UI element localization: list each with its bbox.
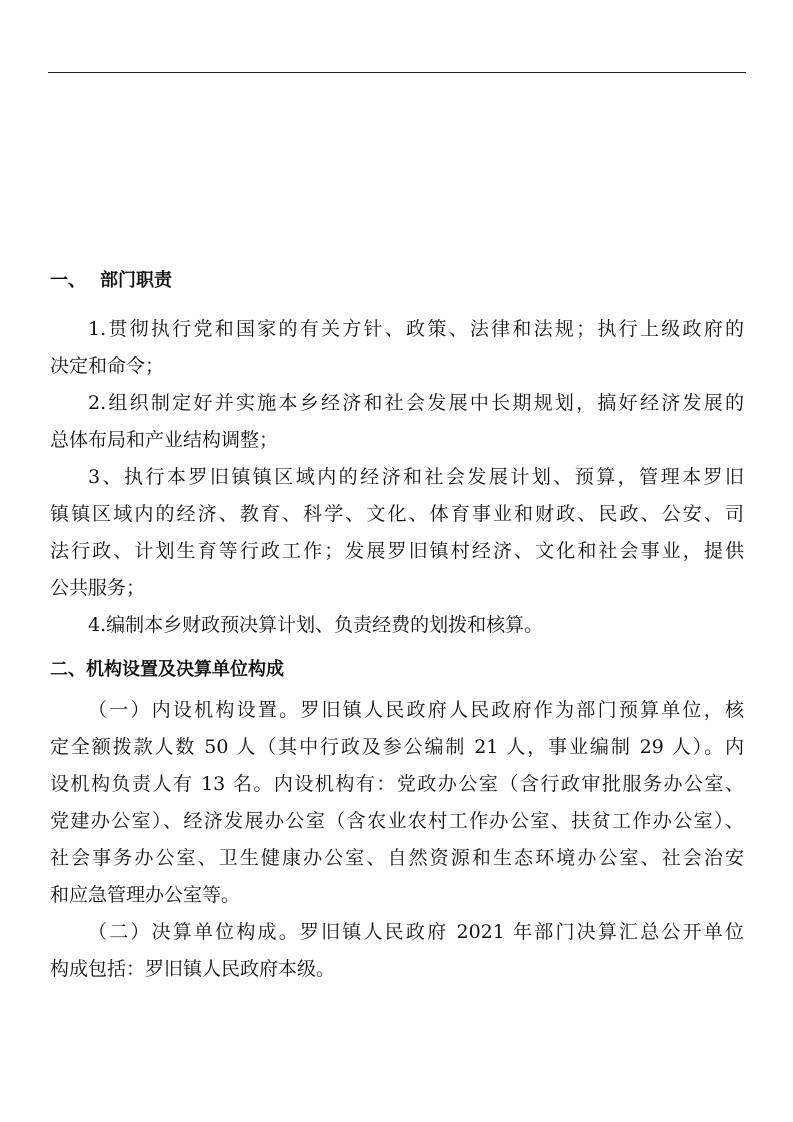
- paragraph-line: 镇镇区域内的经济、教育、科学、文化、体育事业和财政、民政、公安、司: [50, 503, 744, 525]
- duty-item-2: [50, 385, 744, 459]
- document-body: [50, 267, 744, 988]
- paragraph-line: 设机构负责人有 13 名。内设机构有：党政办公室（含行政审批服务办公室、: [50, 773, 744, 795]
- paragraph-line: （二）决算单位构成。罗旧镇人民政府 2021 年部门决算汇总公开单位: [88, 921, 744, 943]
- duties-list: [50, 311, 744, 644]
- paragraph-line: 1.贯彻执行党和国家的有关方针、政策、法律和法规；执行上级政府的: [88, 318, 744, 340]
- paragraph-line: 2.组织制定好并实施本乡经济和社会发展中长期规划，搞好经济发展的: [88, 392, 744, 414]
- paragraph-line: 4.编制本乡财政预决算计划、负责经费的划拨和核算。: [88, 614, 544, 636]
- paragraph-line: 总体布局和产业结构调整；: [50, 429, 279, 451]
- section-number: 一、: [50, 270, 86, 291]
- duty-item-4: [50, 607, 744, 644]
- org-item-2: [50, 914, 744, 988]
- duty-item-1: [50, 311, 744, 385]
- paragraph-line: 决定和命令；: [50, 355, 165, 377]
- header-rule: [48, 72, 746, 73]
- paragraph-line: 构成包括：罗旧镇人民政府本级。: [50, 958, 336, 980]
- section-heading-organization: 二、机构设置及决算单位构成: [50, 659, 284, 680]
- duty-item-3: [50, 459, 744, 607]
- paragraph-line: 法行政、计划生育等行政工作；发展罗旧镇村经济、文化和社会事业，提供: [50, 540, 744, 562]
- paragraph-line: 公共服务；: [50, 577, 146, 599]
- paragraph-line: （一）内设机构设置。罗旧镇人民政府人民政府作为部门预算单位，核: [88, 699, 744, 721]
- paragraph-line: 党建办公室）、经济发展办公室（含农业农村工作办公室、扶贫工作办公室）、: [50, 810, 744, 832]
- org-item-1: [50, 692, 744, 914]
- paragraph-line: 定全额拨款人数 50 人（其中行政及参公编制 21 人，事业编制 29 人）。内: [50, 736, 744, 758]
- paragraph-line: 社会事务办公室、卫生健康办公室、自然资源和生态环境办公室、社会治安: [50, 847, 744, 869]
- paragraph-line: 和应急管理办公室等。: [50, 884, 241, 906]
- section-title: 部门职责: [100, 270, 172, 291]
- paragraph-line: 3、执行本罗旧镇镇区域内的经济和社会发展计划、预算，管理本罗旧: [88, 466, 744, 488]
- organization-list: [50, 692, 744, 988]
- section-heading-duties: [50, 267, 744, 295]
